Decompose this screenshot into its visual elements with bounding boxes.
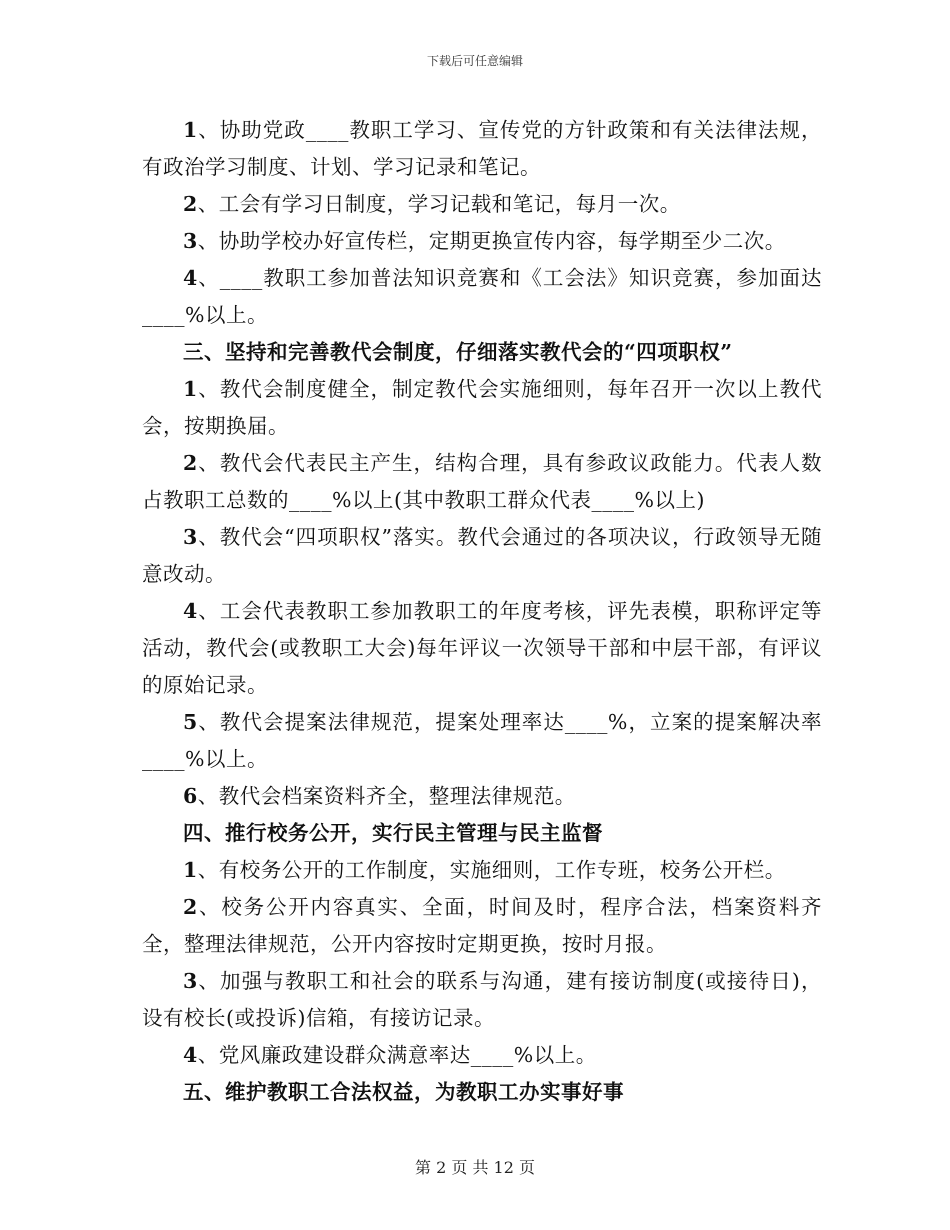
paragraph-text: 、工会代表教职工参加教职工的年度考核，评先表模，职称评定等活动，教代会(或教职工大会)每年评议一次领导干部和中层干部，有评议的原始记录。 [142, 599, 822, 697]
paragraph-text: 、教代会制度健全，制定教代会实施细则，每年召开一次以上教代会，按期换届。 [142, 377, 822, 438]
paragraph [142, 852, 822, 889]
item-number: 3 [183, 525, 198, 549]
paragraph [142, 704, 822, 778]
paragraph-text: 、教代会档案资料齐全，整理法律规范。 [197, 784, 576, 808]
paragraph [142, 889, 822, 963]
paragraph-text: 、教代会提案法律规范，提案处理率达____%，立案的提案解决率____%以上。 [142, 710, 822, 771]
paragraph-text: 、教代会“四项职权”落实。教代会通过的各项决议，行政领导无随意改动。 [142, 525, 822, 586]
paragraph-text: 、教代会代表民主产生，结构合理，具有参政议政能力。代表人数占教职工总数的____%以上(其中教职工群众代表____%以上) [142, 451, 822, 512]
section-heading: 三、坚持和完善教代会制度，仔细落实教代会的“四项职权” [183, 340, 733, 364]
paragraph [142, 963, 822, 1037]
item-number: 1 [183, 858, 198, 882]
item-number: 2 [183, 895, 198, 919]
paragraph [142, 519, 822, 593]
item-number: 2 [183, 451, 198, 475]
item-number: 1 [183, 118, 198, 142]
paragraph [142, 112, 822, 186]
paragraph-text: 、校务公开内容真实、全面，时间及时，程序合法，档案资料齐全，整理法律规范，公开内容按时定期更换，按时月报。 [142, 895, 822, 956]
item-number: 4 [183, 1043, 198, 1067]
paragraph [142, 223, 822, 260]
section-heading: 四、推行校务公开，实行民主管理与民主监督 [183, 821, 603, 845]
section-heading: 五、维护教职工合法权益，为教职工办实事好事 [183, 1080, 624, 1104]
paragraph [142, 778, 822, 815]
paragraph [142, 371, 822, 445]
item-number: 2 [183, 192, 198, 216]
paragraph-text: 、协助党政____教职工学习、宣传党的方针政策和有关法律法规，有政治学习制度、计划、学习记录和笔记。 [142, 118, 822, 179]
paragraph-text: 、有校务公开的工作制度，实施细则，工作专班，校务公开栏。 [197, 858, 786, 882]
page-footer: 第 2 页 共 12 页 [415, 1158, 535, 1177]
item-number: 1 [183, 377, 198, 401]
paragraph-text: 、工会有学习日制度，学习记载和笔记，每月一次。 [197, 192, 681, 216]
paragraph-text: 、加强与教职工和社会的联系与沟通，建有接访制度(或接待日)，设有校长(或投诉)信箱，有接访记录。 [142, 969, 822, 1030]
paragraph [142, 445, 822, 519]
item-number: 5 [183, 710, 198, 734]
item-number: 4 [183, 266, 198, 290]
page-header: 下载后可任意编辑 [426, 54, 523, 68]
paragraph [142, 1037, 822, 1074]
item-number: 3 [183, 229, 198, 253]
paragraph [142, 593, 822, 704]
item-number: 3 [183, 969, 198, 993]
document-body [142, 112, 822, 1111]
paragraph [142, 186, 822, 223]
paragraph-text: 、____教职工参加普法知识竞赛和《工会法》知识竞赛，参加面达____%以上。 [142, 266, 822, 327]
paragraph-text: 、党风廉政建设群众满意率达____%以上。 [197, 1043, 597, 1067]
item-number: 4 [183, 599, 198, 623]
item-number: 6 [183, 784, 198, 808]
paragraph [142, 260, 822, 334]
paragraph-text: 、协助学校办好宣传栏，定期更换宣传内容，每学期至少二次。 [197, 229, 786, 253]
